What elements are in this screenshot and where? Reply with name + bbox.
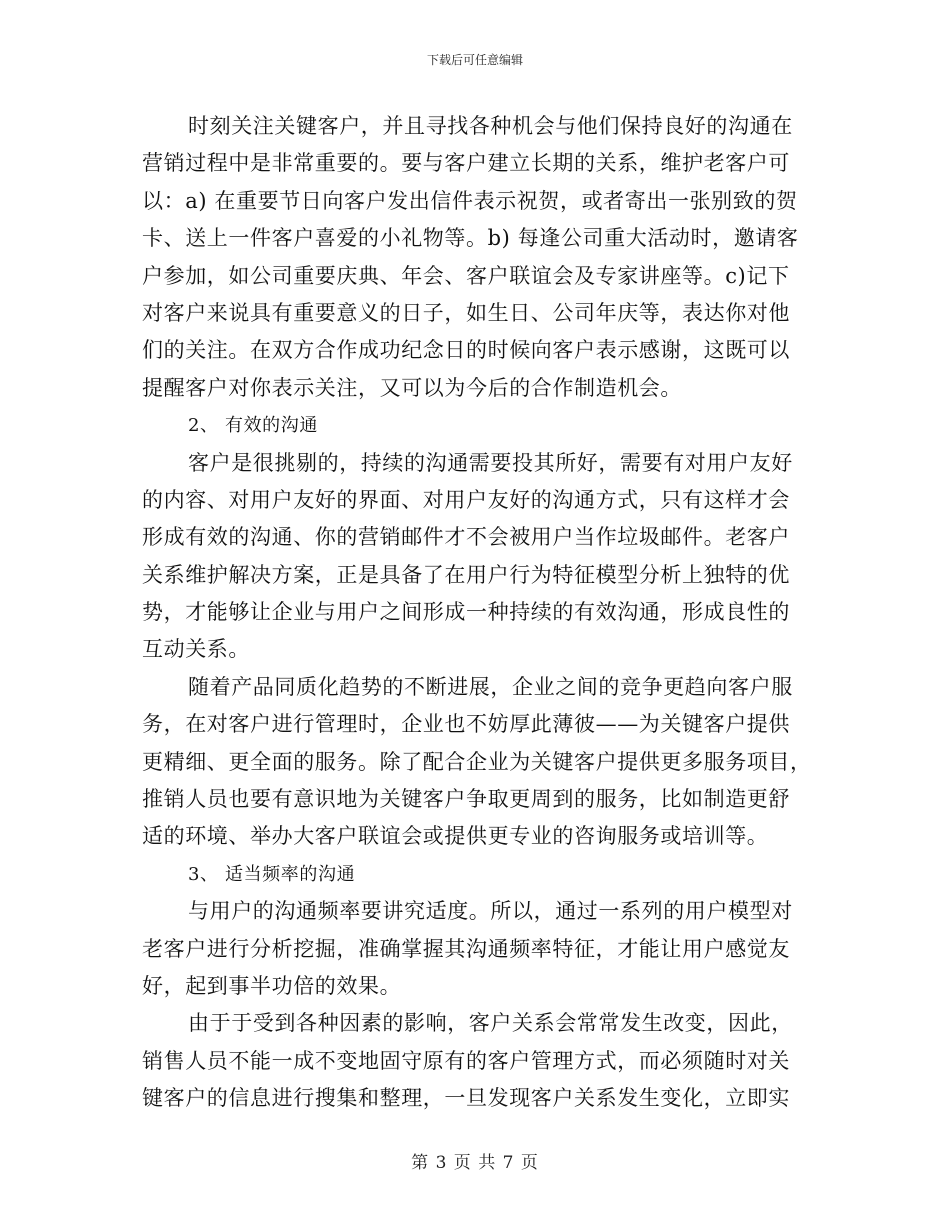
paragraph-line: 对客户来说具有重要意义的日子，如生日、公司年庆等，表达你对他: [142, 300, 790, 325]
paragraph-line: 务，在对客户进行管理时，企业也不妨厚此薄彼——为关键客户提供: [142, 712, 790, 737]
paragraph-line: 营销过程中是非常重要的。要与客户建立长期的关系，维护老客户可: [142, 151, 790, 176]
paragraph-line: 客户是很挑剔的，持续的沟通需要投其所好，需要有对用户友好: [188, 450, 793, 475]
document-body: [142, 108, 812, 1118]
page-number-footer: 第 3 页 共 7 页: [411, 1153, 539, 1173]
paragraph-line: 好，起到事半功倍的效果。: [142, 973, 402, 998]
paragraph-line: 时刻关注关键客户，并且寻找各种机会与他们保持良好的沟通在: [188, 114, 793, 138]
paragraph-line: 互动关系。: [142, 637, 250, 662]
paragraph-line: 形成有效的沟通、你的营销邮件才不会被用户当作垃圾邮件。老客户: [142, 525, 790, 550]
paragraph-line: 键客户的信息进行搜集和整理，一旦发现客户关系发生变化，立即实: [142, 1086, 790, 1111]
paragraph-line: 老客户进行分析挖掘，准确掌握其沟通频率特征，才能让用户感觉友: [142, 936, 790, 961]
paragraph-line: 随着产品同质化趋势的不断进展，企业之间的竞争更趋向客户服: [188, 674, 793, 699]
paragraph-line: 由于于受到各种因素的影响，客户关系会常常发生改变，因此，: [188, 1011, 793, 1036]
paragraph-line: 卡、送上一件客户喜爱的小礼物等。b) 每逢公司重大活动时，邀请客: [142, 226, 799, 251]
page-header: 下载后可任意编辑: [426, 53, 523, 67]
section-heading: 3、 适当频率的沟通: [188, 863, 356, 885]
paragraph-line: 们的关注。在双方合作成功纪念日的时候向客户表示感谢，这既可以: [142, 338, 790, 363]
paragraph-line: 户参加，如公司重要庆典、年会、客户联谊会及专家讲座等。c)记下: [142, 263, 790, 288]
paragraph-line: 势，才能够让企业与用户之间形成一种持续的有效沟通，形成良性的: [142, 600, 790, 625]
paragraph-line: 推销人员也要有意识地为关键客户争取更周到的服务，比如制造更舒: [142, 787, 790, 812]
paragraph-line: 销售人员不能一成不变地固守原有的客户管理方式，而必须随时对关: [142, 1048, 790, 1073]
paragraph-line: 更精细、更全面的服务。除了配合企业为关键客户提供更多服务项目，: [142, 749, 812, 774]
paragraph-line: 提醒客户对你表示关注，又可以为今后的合作制造机会。: [142, 375, 682, 400]
paragraph-line: 以：a) 在重要节日向客户发出信件表示祝贺，或者寄出一张别致的贺: [142, 188, 798, 213]
paragraph-line: 与用户的沟通频率要讲究适度。所以，通过一系列的用户模型对: [188, 899, 793, 924]
paragraph-line: 关系维护解决方案，正是具备了在用户行为特征模型分析上独特的优: [142, 562, 790, 587]
section-heading: 2、 有效的沟通: [188, 415, 318, 437]
paragraph-line: 适的环境、举办大客户联谊会或提供更专业的咨询服务或培训等。: [142, 824, 769, 849]
paragraph-line: 的内容、对用户友好的界面、对用户友好的沟通方式，只有这样才会: [142, 487, 790, 512]
